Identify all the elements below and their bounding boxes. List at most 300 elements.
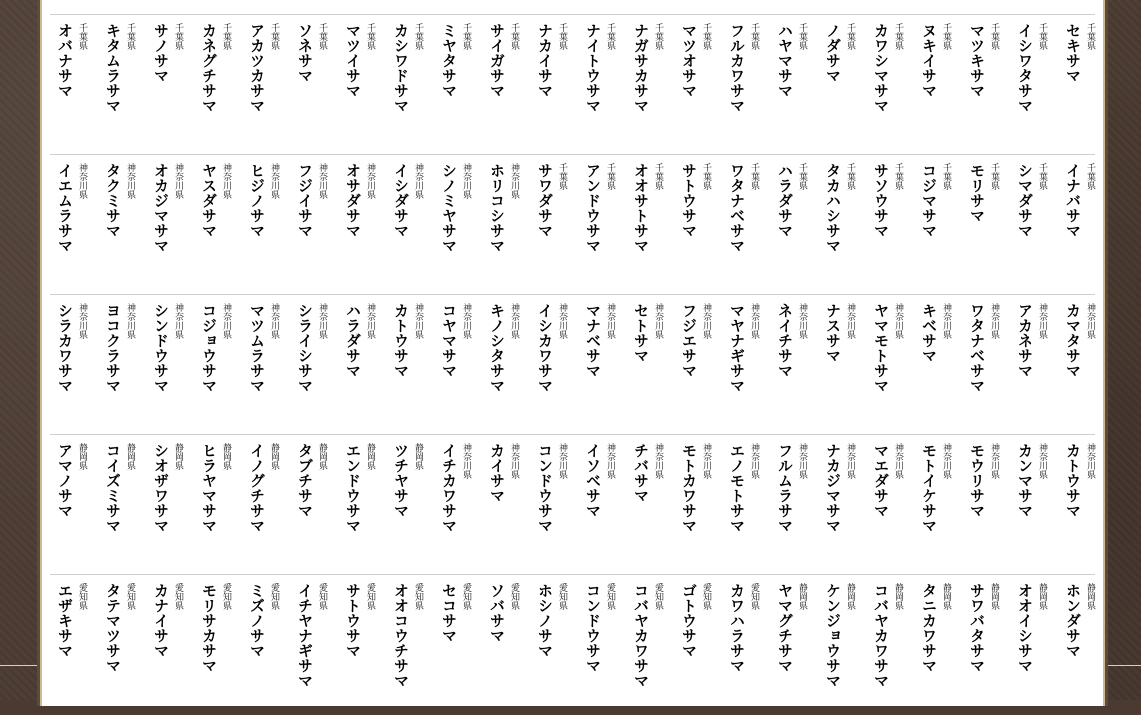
prefecture-label: 千葉県 bbox=[701, 163, 711, 190]
name-entry bbox=[1051, 443, 1099, 573]
customer-name: カマタサマ bbox=[1064, 303, 1082, 378]
name-entry bbox=[427, 23, 475, 153]
customer-name: セキサマ bbox=[1064, 23, 1082, 83]
names-panel bbox=[40, 0, 1105, 706]
prefecture-label: 愛知県 bbox=[509, 583, 519, 610]
prefecture-label: 静岡県 bbox=[1085, 583, 1095, 610]
prefecture-label: 千葉県 bbox=[893, 163, 903, 190]
name-entry bbox=[811, 23, 859, 153]
prefecture-label: 神奈川県 bbox=[845, 443, 855, 479]
name-row bbox=[50, 14, 1095, 155]
customer-name: タカハシサマ bbox=[824, 163, 842, 253]
prefecture-label: 静岡県 bbox=[941, 583, 951, 610]
prefecture-label: 神奈川県 bbox=[941, 303, 951, 339]
customer-name: キノシタサマ bbox=[488, 303, 506, 393]
name-entry bbox=[1051, 303, 1099, 433]
customer-name: サイガサマ bbox=[488, 23, 506, 98]
prefecture-label: 神奈川県 bbox=[893, 443, 903, 479]
name-entry bbox=[91, 583, 139, 713]
customer-name: サトウサマ bbox=[344, 583, 362, 658]
name-entry bbox=[907, 163, 955, 293]
prefecture-label: 千葉県 bbox=[605, 163, 615, 190]
name-entry bbox=[43, 23, 91, 153]
name-entry bbox=[859, 23, 907, 153]
name-entry bbox=[571, 583, 619, 713]
prefecture-label: 静岡県 bbox=[125, 443, 135, 470]
name-entry bbox=[907, 443, 955, 573]
prefecture-label: 静岡県 bbox=[797, 583, 807, 610]
name-row bbox=[50, 434, 1095, 575]
customer-name: ヒジノサマ bbox=[248, 163, 266, 238]
customer-name: イシダサマ bbox=[392, 163, 410, 238]
prefecture-label: 愛知県 bbox=[557, 583, 567, 610]
name-entry bbox=[379, 443, 427, 573]
name-entry bbox=[475, 23, 523, 153]
prefecture-label: 神奈川県 bbox=[509, 443, 519, 479]
prefecture-label: 千葉県 bbox=[605, 23, 615, 50]
name-entry bbox=[91, 303, 139, 433]
name-entry bbox=[427, 163, 475, 293]
customer-name: コンドウサマ bbox=[536, 443, 554, 533]
prefecture-label: 千葉県 bbox=[1037, 23, 1047, 50]
customer-name: マエダサマ bbox=[872, 443, 890, 518]
name-entry bbox=[379, 583, 427, 713]
name-entry bbox=[1051, 163, 1099, 293]
name-entry bbox=[187, 303, 235, 433]
name-entry bbox=[859, 443, 907, 573]
prefecture-label: 千葉県 bbox=[77, 23, 87, 50]
customer-name: オオコウチサマ bbox=[392, 583, 410, 688]
prefecture-label: 神奈川県 bbox=[413, 303, 423, 339]
customer-name: サノサマ bbox=[152, 23, 170, 83]
customer-name: ノダサマ bbox=[824, 23, 842, 83]
name-entry bbox=[619, 23, 667, 153]
prefecture-label: 神奈川県 bbox=[509, 303, 519, 339]
name-entry bbox=[619, 303, 667, 433]
name-entry bbox=[715, 23, 763, 153]
customer-name: カトウサマ bbox=[392, 303, 410, 378]
name-entry bbox=[523, 583, 571, 713]
customer-name: ホシノサマ bbox=[536, 583, 554, 658]
name-entry bbox=[139, 163, 187, 293]
name-entry bbox=[43, 583, 91, 713]
prefecture-label: 千葉県 bbox=[365, 23, 375, 50]
customer-name: タテマツサマ bbox=[104, 583, 122, 673]
customer-name: オオイシサマ bbox=[1016, 583, 1034, 673]
customer-name: サワダサマ bbox=[536, 163, 554, 238]
prefecture-label: 神奈川県 bbox=[461, 303, 471, 339]
name-entry bbox=[235, 443, 283, 573]
prefecture-label: 千葉県 bbox=[557, 163, 567, 190]
name-entry bbox=[235, 583, 283, 713]
name-entry bbox=[859, 303, 907, 433]
customer-name: タニカワサマ bbox=[920, 583, 938, 673]
name-entry bbox=[571, 443, 619, 573]
name-entry bbox=[1003, 303, 1051, 433]
customer-name: コジョウサマ bbox=[200, 303, 218, 393]
name-entry bbox=[955, 163, 1003, 293]
customer-name: カンマサマ bbox=[1016, 443, 1034, 518]
customer-name: イシカワサマ bbox=[536, 303, 554, 393]
customer-name: モリサカサマ bbox=[200, 583, 218, 673]
name-entry bbox=[187, 23, 235, 153]
customer-name: シマダサマ bbox=[1016, 163, 1034, 238]
name-entry bbox=[955, 583, 1003, 713]
name-entry bbox=[667, 583, 715, 713]
customer-name: コンドウサマ bbox=[584, 583, 602, 673]
customer-name: キベサマ bbox=[920, 303, 938, 363]
customer-name: カトウサマ bbox=[1064, 443, 1082, 518]
name-entry bbox=[619, 163, 667, 293]
customer-name: ナイトウサマ bbox=[584, 23, 602, 113]
prefecture-label: 愛知県 bbox=[605, 583, 615, 610]
prefecture-label: 神奈川県 bbox=[1085, 303, 1095, 339]
customer-name: アンドウサマ bbox=[584, 163, 602, 253]
customer-name: カイサマ bbox=[488, 443, 506, 503]
customer-name: モトイケサマ bbox=[920, 443, 938, 533]
name-entry bbox=[1003, 443, 1051, 573]
customer-name: カワハラサマ bbox=[728, 583, 746, 673]
prefecture-label: 神奈川県 bbox=[221, 303, 231, 339]
name-entry bbox=[331, 583, 379, 713]
prefecture-label: 神奈川県 bbox=[749, 303, 759, 339]
customer-name: キタムラサマ bbox=[104, 23, 122, 113]
name-entry bbox=[43, 303, 91, 433]
name-entry bbox=[715, 303, 763, 433]
prefecture-label: 愛知県 bbox=[701, 583, 711, 610]
prefecture-label: 千葉県 bbox=[989, 23, 999, 50]
customer-name: ナスサマ bbox=[824, 303, 842, 363]
prefecture-label: 神奈川県 bbox=[893, 303, 903, 339]
customer-name: イノグチサマ bbox=[248, 443, 266, 533]
customer-name: ミヤタサマ bbox=[440, 23, 458, 98]
prefecture-label: 千葉県 bbox=[893, 23, 903, 50]
customer-name: オバナサマ bbox=[56, 23, 74, 98]
name-entry bbox=[427, 443, 475, 573]
prefecture-label: 神奈川県 bbox=[797, 443, 807, 479]
prefecture-label: 神奈川県 bbox=[365, 163, 375, 199]
prefecture-label: 神奈川県 bbox=[125, 303, 135, 339]
name-entry bbox=[1003, 23, 1051, 153]
name-entry bbox=[283, 443, 331, 573]
prefecture-label: 神奈川県 bbox=[1037, 443, 1047, 479]
prefecture-label: 神奈川県 bbox=[605, 303, 615, 339]
prefecture-label: 静岡県 bbox=[269, 443, 279, 470]
name-entry bbox=[571, 303, 619, 433]
customer-name: タクミサマ bbox=[104, 163, 122, 238]
name-entry bbox=[763, 303, 811, 433]
prefecture-label: 静岡県 bbox=[77, 443, 87, 470]
name-entry bbox=[283, 23, 331, 153]
divider-left bbox=[0, 665, 38, 666]
customer-name: カシワドサマ bbox=[392, 23, 410, 113]
prefecture-label: 静岡県 bbox=[989, 583, 999, 610]
prefecture-label: 千葉県 bbox=[1085, 23, 1095, 50]
prefecture-label: 神奈川県 bbox=[989, 443, 999, 479]
customer-name: モトカワサマ bbox=[680, 443, 698, 533]
customer-name: コバヤカワサマ bbox=[632, 583, 650, 688]
customer-name: ナガサカサマ bbox=[632, 23, 650, 113]
prefecture-label: 千葉県 bbox=[509, 23, 519, 50]
name-entry bbox=[283, 303, 331, 433]
name-entry bbox=[139, 443, 187, 573]
prefecture-label: 愛知県 bbox=[221, 583, 231, 610]
name-entry bbox=[667, 23, 715, 153]
customer-name: ヤスダサマ bbox=[200, 163, 218, 238]
name-entry bbox=[91, 443, 139, 573]
prefecture-label: 神奈川県 bbox=[989, 303, 999, 339]
name-entry bbox=[235, 163, 283, 293]
customer-name: イソベサマ bbox=[584, 443, 602, 518]
name-entry bbox=[1003, 583, 1051, 713]
prefecture-label: 愛知県 bbox=[125, 583, 135, 610]
prefecture-label: 千葉県 bbox=[653, 163, 663, 190]
prefecture-label: 千葉県 bbox=[701, 23, 711, 50]
divider-right bbox=[1103, 665, 1141, 666]
customer-name: ホリコシサマ bbox=[488, 163, 506, 253]
customer-name: マツイサマ bbox=[344, 23, 362, 98]
name-entry bbox=[715, 163, 763, 293]
name-entry bbox=[859, 583, 907, 713]
name-entry bbox=[1051, 583, 1099, 713]
customer-name: セコサマ bbox=[440, 583, 458, 643]
customer-name: ヤマグチサマ bbox=[776, 583, 794, 673]
name-entry bbox=[811, 303, 859, 433]
name-entry bbox=[811, 443, 859, 573]
prefecture-label: 愛知県 bbox=[173, 583, 183, 610]
customer-name: シライシサマ bbox=[296, 303, 314, 393]
prefecture-label: 愛知県 bbox=[365, 583, 375, 610]
customer-name: アマノサマ bbox=[56, 443, 74, 518]
prefecture-label: 神奈川県 bbox=[653, 443, 663, 479]
customer-name: フルカワサマ bbox=[728, 23, 746, 113]
prefecture-label: 千葉県 bbox=[557, 23, 567, 50]
name-entry bbox=[475, 583, 523, 713]
prefecture-label: 神奈川県 bbox=[653, 303, 663, 339]
prefecture-label: 千葉県 bbox=[1085, 163, 1095, 190]
prefecture-label: 千葉県 bbox=[941, 23, 951, 50]
customer-name: ハヤマサマ bbox=[776, 23, 794, 98]
customer-name: フルムラサマ bbox=[776, 443, 794, 533]
name-entry bbox=[763, 583, 811, 713]
prefecture-label: 静岡県 bbox=[365, 443, 375, 470]
customer-name: オサダサマ bbox=[344, 163, 362, 238]
name-entry bbox=[955, 443, 1003, 573]
name-entry bbox=[43, 163, 91, 293]
name-entry bbox=[331, 163, 379, 293]
customer-name: チバサマ bbox=[632, 443, 650, 503]
prefecture-label: 神奈川県 bbox=[221, 163, 231, 199]
customer-name: ソバサマ bbox=[488, 583, 506, 643]
prefecture-label: 神奈川県 bbox=[701, 443, 711, 479]
name-entry bbox=[331, 23, 379, 153]
name-row bbox=[50, 294, 1095, 435]
name-row bbox=[50, 154, 1095, 295]
customer-name: シンドウサマ bbox=[152, 303, 170, 393]
prefecture-label: 神奈川県 bbox=[797, 303, 807, 339]
name-entry bbox=[523, 443, 571, 573]
prefecture-label: 千葉県 bbox=[941, 163, 951, 190]
name-entry bbox=[475, 163, 523, 293]
customer-name: フジエサマ bbox=[680, 303, 698, 378]
name-entry bbox=[91, 163, 139, 293]
customer-name: セトサマ bbox=[632, 303, 650, 363]
customer-name: マツキサマ bbox=[968, 23, 986, 98]
prefecture-label: 神奈川県 bbox=[125, 163, 135, 199]
customer-name: コイズミサマ bbox=[104, 443, 122, 533]
customer-name: フジイサマ bbox=[296, 163, 314, 238]
customer-name: マツオサマ bbox=[680, 23, 698, 98]
name-entry bbox=[955, 23, 1003, 153]
prefecture-label: 愛知県 bbox=[317, 583, 327, 610]
customer-name: カワシマサマ bbox=[872, 23, 890, 113]
name-entry bbox=[187, 163, 235, 293]
customer-name: ミズノサマ bbox=[248, 583, 266, 658]
customer-name: ヨコクラサマ bbox=[104, 303, 122, 393]
prefecture-label: 神奈川県 bbox=[461, 163, 471, 199]
name-entry bbox=[43, 443, 91, 573]
name-entry bbox=[187, 443, 235, 573]
prefecture-label: 千葉県 bbox=[221, 23, 231, 50]
name-entry bbox=[427, 303, 475, 433]
name-entry bbox=[379, 163, 427, 293]
name-entry bbox=[1003, 163, 1051, 293]
prefecture-label: 千葉県 bbox=[653, 23, 663, 50]
customer-name: サトウサマ bbox=[680, 163, 698, 238]
customer-name: ナカジマサマ bbox=[824, 443, 842, 533]
customer-name: ケンジョウサマ bbox=[824, 583, 842, 688]
name-entry bbox=[907, 23, 955, 153]
customer-name: ヒラヤマサマ bbox=[200, 443, 218, 533]
name-entry bbox=[619, 443, 667, 573]
prefecture-label: 静岡県 bbox=[893, 583, 903, 610]
customer-name: シラカワサマ bbox=[56, 303, 74, 393]
prefecture-label: 愛知県 bbox=[413, 583, 423, 610]
name-entry bbox=[187, 583, 235, 713]
prefecture-label: 千葉県 bbox=[845, 23, 855, 50]
customer-name: マツムラサマ bbox=[248, 303, 266, 393]
prefecture-label: 千葉県 bbox=[797, 23, 807, 50]
prefecture-label: 神奈川県 bbox=[269, 303, 279, 339]
customer-name: サワバタサマ bbox=[968, 583, 986, 673]
name-entry bbox=[715, 583, 763, 713]
name-entry bbox=[283, 583, 331, 713]
prefecture-label: 千葉県 bbox=[173, 23, 183, 50]
prefecture-label: 神奈川県 bbox=[365, 303, 375, 339]
prefecture-label: 千葉県 bbox=[1037, 163, 1047, 190]
prefecture-label: 愛知県 bbox=[653, 583, 663, 610]
customer-name: エザキサマ bbox=[56, 583, 74, 658]
prefecture-label: 千葉県 bbox=[413, 23, 423, 50]
name-entry bbox=[715, 443, 763, 573]
customer-name: オカジマサマ bbox=[152, 163, 170, 253]
prefecture-label: 神奈川県 bbox=[1085, 443, 1095, 479]
prefecture-label: 愛知県 bbox=[77, 583, 87, 610]
customer-name: ヤマモトサマ bbox=[872, 303, 890, 393]
customer-name: コヤマサマ bbox=[440, 303, 458, 378]
prefecture-label: 神奈川県 bbox=[77, 303, 87, 339]
name-entry bbox=[331, 303, 379, 433]
customer-name: イナバサマ bbox=[1064, 163, 1082, 238]
name-entry bbox=[859, 163, 907, 293]
name-entry bbox=[523, 163, 571, 293]
prefecture-label: 愛知県 bbox=[749, 583, 759, 610]
prefecture-label: 神奈川県 bbox=[269, 163, 279, 199]
prefecture-label: 静岡県 bbox=[173, 443, 183, 470]
name-entry bbox=[235, 23, 283, 153]
customer-name: マヤナギサマ bbox=[728, 303, 746, 393]
name-entry bbox=[811, 163, 859, 293]
prefecture-label: 千葉県 bbox=[317, 23, 327, 50]
name-entry bbox=[427, 583, 475, 713]
name-entry bbox=[139, 583, 187, 713]
name-entry bbox=[475, 303, 523, 433]
prefecture-label: 神奈川県 bbox=[173, 303, 183, 339]
customer-name: ネイチサマ bbox=[776, 303, 794, 378]
customer-name: コジマサマ bbox=[920, 163, 938, 238]
customer-name: カナイサマ bbox=[152, 583, 170, 658]
name-entry bbox=[523, 23, 571, 153]
name-entry bbox=[667, 163, 715, 293]
customer-name: マナベサマ bbox=[584, 303, 602, 378]
prefecture-label: 神奈川県 bbox=[557, 443, 567, 479]
customer-name: モウリサマ bbox=[968, 443, 986, 518]
name-entry bbox=[283, 163, 331, 293]
prefecture-label: 千葉県 bbox=[461, 23, 471, 50]
prefecture-label: 千葉県 bbox=[269, 23, 279, 50]
name-entry bbox=[331, 443, 379, 573]
prefecture-label: 千葉県 bbox=[989, 163, 999, 190]
name-entry bbox=[139, 23, 187, 153]
prefecture-label: 神奈川県 bbox=[461, 443, 471, 479]
prefecture-label: 神奈川県 bbox=[701, 303, 711, 339]
customer-name: ワタナベサマ bbox=[728, 163, 746, 253]
names-grid bbox=[50, 0, 1095, 706]
customer-name: エンドウサマ bbox=[344, 443, 362, 533]
name-entry bbox=[523, 303, 571, 433]
customer-name: ハラダサマ bbox=[776, 163, 794, 238]
prefecture-label: 静岡県 bbox=[317, 443, 327, 470]
customer-name: イエムラサマ bbox=[56, 163, 74, 253]
name-entry bbox=[811, 583, 859, 713]
prefecture-label: 千葉県 bbox=[797, 163, 807, 190]
customer-name: ゴトウサマ bbox=[680, 583, 698, 658]
customer-name: モリサマ bbox=[968, 163, 986, 223]
customer-name: ハラダサマ bbox=[344, 303, 362, 378]
prefecture-label: 神奈川県 bbox=[941, 443, 951, 479]
prefecture-label: 静岡県 bbox=[1037, 583, 1047, 610]
customer-name: タブチサマ bbox=[296, 443, 314, 518]
prefecture-label: 神奈川県 bbox=[413, 163, 423, 199]
customer-name: ホンダサマ bbox=[1064, 583, 1082, 658]
customer-name: イシワタサマ bbox=[1016, 23, 1034, 113]
customer-name: アカネサマ bbox=[1016, 303, 1034, 378]
prefecture-label: 神奈川県 bbox=[557, 303, 567, 339]
name-entry bbox=[955, 303, 1003, 433]
name-entry bbox=[763, 443, 811, 573]
name-entry bbox=[907, 303, 955, 433]
name-entry bbox=[571, 163, 619, 293]
prefecture-label: 神奈川県 bbox=[317, 303, 327, 339]
name-entry bbox=[907, 583, 955, 713]
name-entry bbox=[139, 303, 187, 433]
name-entry bbox=[235, 303, 283, 433]
name-entry bbox=[1051, 23, 1099, 153]
customer-name: コバヤカワサマ bbox=[872, 583, 890, 688]
prefecture-label: 神奈川県 bbox=[509, 163, 519, 199]
name-entry bbox=[667, 443, 715, 573]
prefecture-label: 神奈川県 bbox=[605, 443, 615, 479]
